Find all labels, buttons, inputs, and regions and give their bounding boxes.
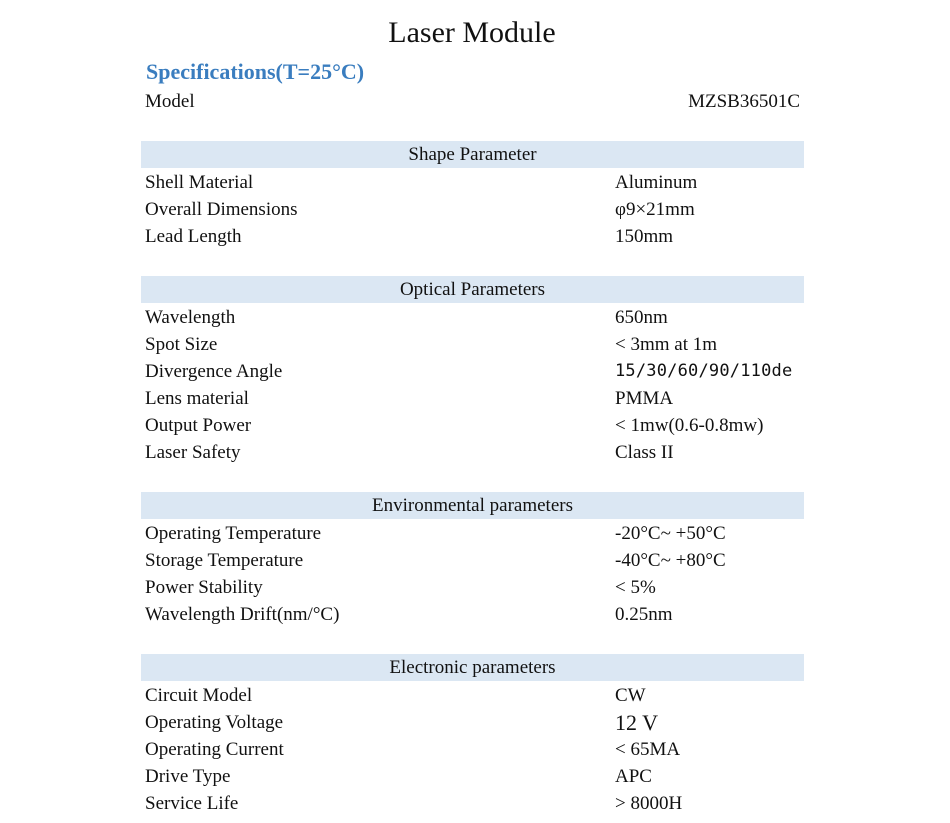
spec-value: -20°C~ +50°C [615,523,726,544]
spec-row [141,763,804,790]
page-title: Laser Module [388,16,556,49]
spec-label: Drive Type [145,766,231,787]
spec-row [141,520,804,547]
spec-label: Lens material [145,388,249,409]
spec-label: Shell Material [145,172,254,193]
spec-row [141,439,804,466]
spec-value: APC [615,766,652,787]
spec-row [141,574,804,601]
spec-value: > 8000H [615,793,683,814]
spec-label: Laser Safety [145,442,241,463]
spec-value: Aluminum [615,172,698,193]
spec-row [141,736,804,763]
spec-value: CW [615,685,646,706]
spec-label: Lead Length [145,226,242,247]
section-header-environmental: Environmental parameters [141,492,804,519]
spec-row [141,331,804,358]
spec-row [141,601,804,628]
spec-row [141,304,804,331]
spec-row [141,412,804,439]
spec-value: 12 V [615,710,658,735]
spec-label: Storage Temperature [145,550,304,571]
spec-value: 650nm [615,307,668,328]
spec-value: < 65MA [615,739,681,760]
spec-label: Output Power [145,415,252,436]
spec-value: < 5% [615,577,656,598]
specifications-heading: Specifications(T=25°C) [146,59,365,84]
spec-label: Operating Temperature [145,523,322,544]
spec-value: MZSB36501C [688,91,800,112]
spec-label: Spot Size [145,334,218,355]
spec-row [141,790,804,817]
spec-value: < 3mm at 1m [615,334,718,355]
spec-label: Model [145,91,195,112]
spec-label: Operating Current [145,739,284,760]
section-header-electronic: Electronic parameters [141,654,804,681]
spec-label: Operating Voltage [145,712,284,733]
spec-value: 150mm [615,226,674,247]
spec-row [141,385,804,412]
spec-label: Divergence Angle [145,361,283,382]
spec-row [141,169,804,196]
spec-label: Wavelength [145,307,236,328]
spec-label: Circuit Model [145,685,253,706]
spec-label: Wavelength Drift(nm/°C) [145,604,340,625]
spec-row [141,547,804,574]
spec-row [141,223,804,250]
spec-row [141,358,804,385]
section-header-shape: Shape Parameter [141,141,804,168]
section-header-optical: Optical Parameters [141,276,804,303]
spec-row [141,196,804,223]
spec-value: Class II [615,442,674,463]
spec-value: 0.25nm [615,604,673,625]
spec-label: Service Life [145,793,239,814]
spec-label: Overall Dimensions [145,199,298,220]
spec-label: Power Stability [145,577,263,598]
spec-value: PMMA [615,388,674,409]
spec-row-model [141,88,804,115]
spec-value: φ9×21mm [615,199,695,220]
spec-row [141,682,804,709]
spec-value: -40°C~ +80°C [615,550,726,571]
spec-value: < 1mw(0.6-0.8mw) [615,415,764,436]
spec-row [141,709,804,736]
spec-value: 15/30/60/90/110de [615,361,793,381]
